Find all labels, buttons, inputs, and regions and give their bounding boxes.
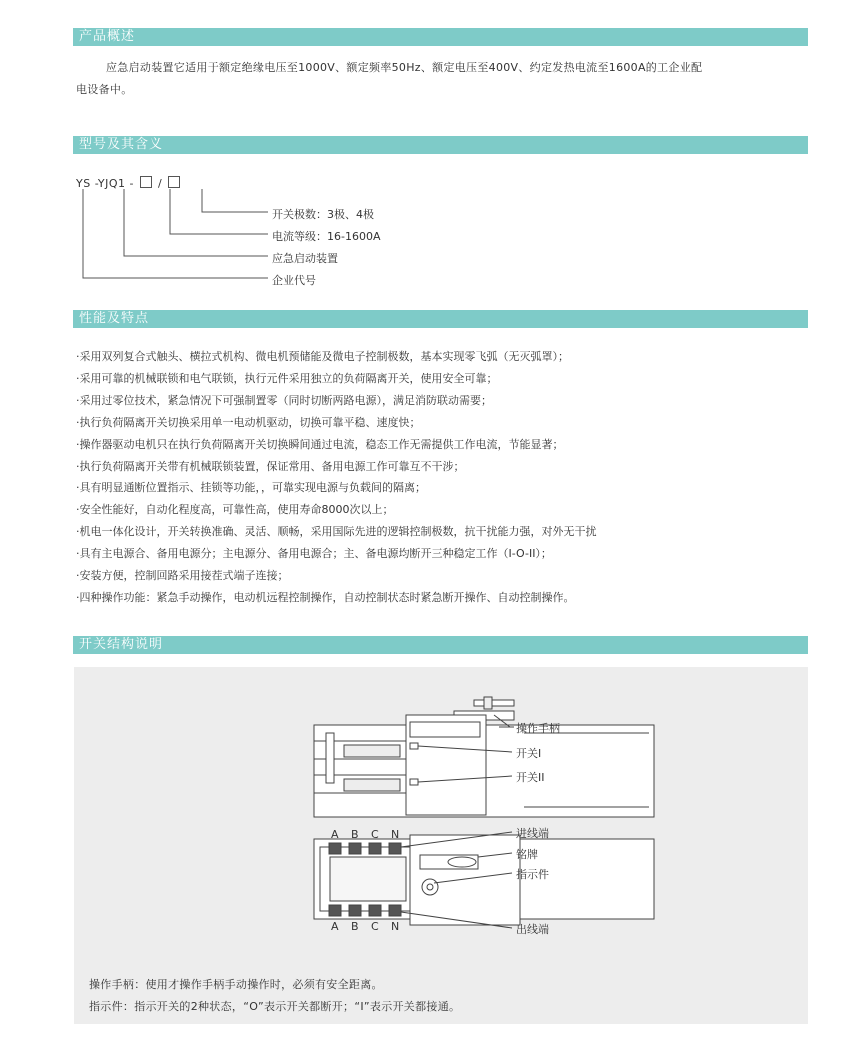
legend-device: 应急启动装置 — [272, 252, 338, 265]
legend-company: 企业代号 — [272, 274, 316, 287]
list-item: ·安装方便，控制回路采用接茬式端子连接； — [76, 569, 289, 583]
list-item: ·采用双列复合式触头、横拉式机构、微电机预储能及微电子控制极数，基本实现零飞弧（无灭弧罩）； — [76, 350, 569, 363]
list-item: ·具有明显通断位置指示、挂锁等功能，，可靠实现电源与负载间的隔离； — [76, 481, 426, 495]
list-item: ·四种操作功能：紧急手动操作，电动机远程控制操作，自动控制状态时紧急断开操作、自动控制操作。 — [76, 590, 575, 604]
terminal-top-c — [369, 843, 381, 854]
label-outlet: 出线端 — [516, 923, 549, 936]
leader-poles — [202, 189, 268, 212]
model-code: YS -YJQ1 - / — [76, 176, 182, 190]
list-item: ·机电一体化设计，开关转换准确、灵活、顺畅，采用国际先进的逻辑控制极数，抗干扰能力强，对外无干扰 — [76, 525, 597, 539]
terminal-label: C — [371, 828, 379, 841]
section-title: 性能及特点 — [79, 311, 150, 326]
terminal-label: C — [371, 920, 379, 933]
section-header-features — [73, 310, 808, 328]
section-title: 开关结构说明 — [79, 637, 164, 652]
label-switch1: 开关I — [516, 747, 542, 760]
label-switch2: 开关II — [516, 771, 545, 784]
structure-diagram-panel — [74, 667, 808, 1024]
terminal-bottom-c — [369, 905, 381, 916]
legend-poles: 开关极数：3极、4极 — [272, 208, 374, 221]
terminal-label: N — [391, 920, 400, 933]
list-item: ·采用可靠的机械联锁和电气联锁，执行元件采用独立的负荷隔离开关，使用安全可靠； — [76, 371, 498, 385]
terminal-label: B — [351, 828, 359, 841]
label-indicator: 指示件 — [516, 868, 549, 881]
terminal-bottom-b — [349, 905, 361, 916]
terminal-top-a — [329, 843, 341, 854]
terminal-label: A — [331, 828, 339, 841]
terminal-top-b — [349, 843, 361, 854]
model-leader-lines — [0, 0, 860, 300]
section-title: 型号及其含义 — [79, 137, 164, 152]
list-item: ·执行负荷隔离开关切换采用单一电动机驱动，切换可靠平稳、速度快； — [76, 415, 421, 429]
terminal-top-n — [389, 843, 401, 854]
legend-current: 电流等级：16-1600A — [272, 230, 381, 243]
note-handle: 操作手柄：使用才操作手柄手动操作时，必须有安全距离。 — [89, 978, 383, 991]
feature-list — [76, 346, 816, 609]
leader-device — [124, 189, 268, 256]
section-title: 产品概述 — [79, 29, 136, 44]
label-inlet: 进线端 — [516, 827, 549, 840]
terminal-label: B — [351, 920, 359, 933]
terminal-bottom-a — [329, 905, 341, 916]
note-indicator: 指示件：指示开关的2种状态，“O”表示开关都断开；“I”表示开关都接通。 — [89, 1000, 461, 1013]
list-item: ·操作器驱动电机只在执行负荷隔离开关切换瞬间通过电流，稳态工作无需提供工作电流，节能显著； — [76, 437, 564, 451]
switch-structure-diagram — [74, 667, 808, 1024]
list-item: ·安全性能好，自动化程度高，可靠性高，使用寿命8000次以上； — [76, 503, 394, 517]
terminal-label: N — [391, 828, 400, 841]
list-item: ·具有主电源合、备用电源分；主电源分、备用电源合；主、备电源均断开三种稳定工作（I-O-II）； — [76, 547, 552, 561]
terminal-bottom-n — [389, 905, 401, 916]
list-item: ·采用过零位技术，紧急情况下可强制置零（同时切断两路电源），满足消防联动需要； — [76, 393, 492, 407]
list-item: ·执行负荷隔离开关带有机械联锁装置，保证常用、备用电源工作可靠互不干涉； — [76, 459, 465, 473]
section-header-structure — [73, 636, 808, 654]
overview-text: 应急启动装置它适用于额定绝缘电压至1000V、额定频率50Hz、额定电压至400V、约定发热电流至1600A的工企业配 电设备中。 — [76, 61, 703, 96]
handle-bar — [474, 700, 514, 706]
label-handle: 操作手柄 — [516, 722, 560, 735]
label-nameplate: 铭牌 — [516, 848, 538, 861]
terminal-label: A — [331, 920, 339, 933]
